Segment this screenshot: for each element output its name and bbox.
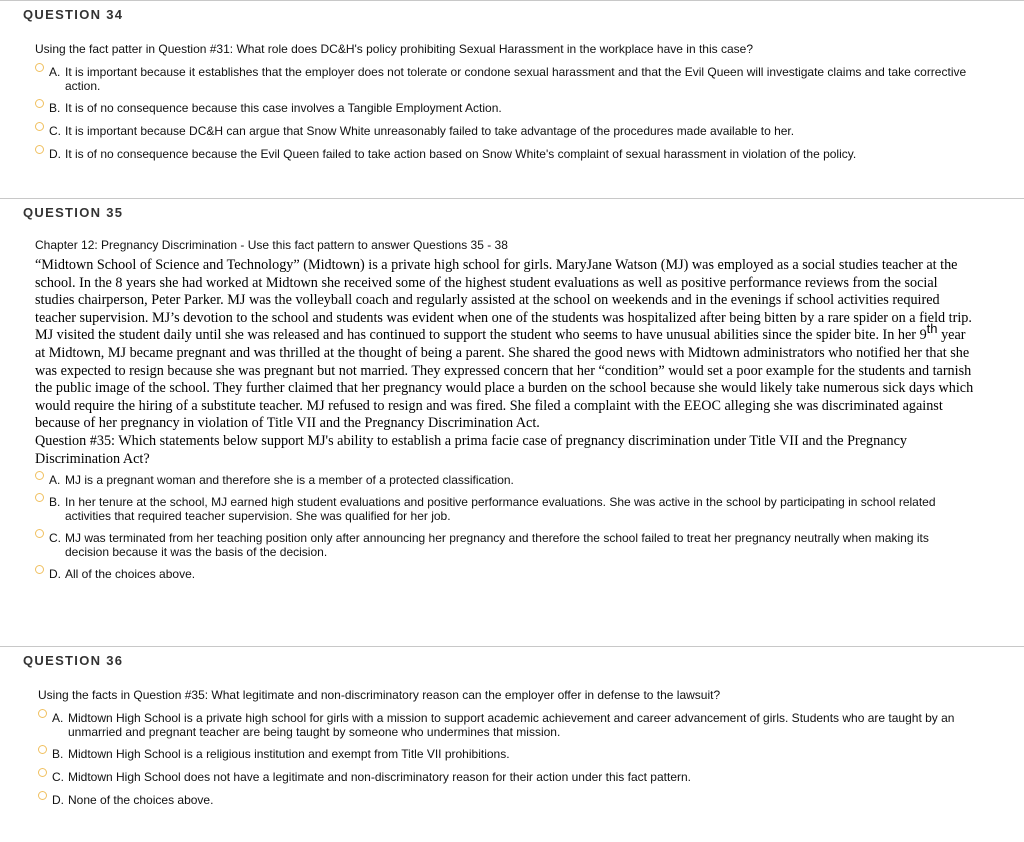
fact-pattern-text: “Midtown School of Science and Technology” (Midtown) is a private high school for girls. MaryJane Watson (MJ) was employed as a social studies teacher at the school. In the 8 years she had worked at Midtown she received some of the highest student evaluations as well as positive performance reviews from the social studies chairperson, Peter Parker. MJ was the volleyball coach and regularly assisted at the school on weekends and in the evenings if school activities required teacher supervision. MJ’s devotion to the school and students was evident when one of the students was hospitalized after being bitten by a rare spider on a field trip. MJ visited the student daily until she was released and has continued to support the student who seems to have unusual abilities since the spider bite. In her 9	[35, 257, 972, 344]
question-prompt: Using the facts in Question #35: What legitimate and non-discriminatory reason can the employer offer in defense to the lawsuit?	[38, 688, 721, 702]
question-header	[0, 199, 1024, 225]
radio-button[interactable]	[35, 565, 44, 574]
question-34	[0, 0, 1024, 198]
option-text: It is important because DC&H can argue that Snow White unreasonably failed to take advantage of the procedures made available to her.	[65, 124, 795, 138]
ordinal-suffix: th	[926, 321, 938, 337]
question-title: QUESTION 35	[23, 204, 124, 220]
question-body	[0, 673, 1024, 807]
option-text: Midtown High School does not have a legitimate and non-discriminatory reason for their action under this fact pattern.	[68, 770, 692, 784]
option-text: All of the choices above.	[65, 567, 196, 582]
answer-option-b[interactable]	[35, 495, 976, 523]
radio-button[interactable]	[38, 709, 47, 718]
option-letter: C.	[49, 531, 61, 546]
question-title: QUESTION 34	[23, 6, 124, 22]
radio-button[interactable]	[38, 791, 47, 800]
radio-button[interactable]	[35, 99, 44, 108]
option-letter: B.	[52, 747, 64, 761]
option-letter: D.	[49, 567, 61, 582]
question-intro: Chapter 12: Pregnancy Discrimination - Use this fact pattern to answer Questions 35 - 38	[35, 238, 508, 252]
option-text: Midtown High School is a religious institution and exempt from Title VII prohibitions.	[68, 747, 510, 761]
option-letter: C.	[49, 124, 61, 138]
answer-option-a[interactable]	[35, 473, 976, 487]
fact-pattern-text-continued: year at Midtown, MJ became pregnant and was thrilled at the thought of being a parent. She shared the good news with Midtown administrators who notified her that she was expected to resign because she was pregnant but not married. They expressed concern that her “condition” would set a poor example for the students and tarnish the public image of the school. They further claimed that her pregnancy would place a burden on the school because she would likely take numerous sick days which would require the hiring of a substitute teacher. MJ refused to resign and was fired. She filed a complaint with the EEOC alleging she was discriminated against because of her pregnancy in violation of Title VII and the Pregnancy Discrimination Act.	[35, 327, 974, 432]
question-header	[0, 1, 1024, 27]
option-text: MJ is a pregnant woman and therefore she is a member of a protected classification.	[65, 473, 514, 488]
radio-button[interactable]	[38, 768, 47, 777]
option-text: None of the choices above.	[68, 793, 214, 807]
answer-option-d[interactable]	[38, 793, 984, 807]
option-letter: A.	[52, 711, 64, 725]
question-title: QUESTION 36	[23, 652, 124, 668]
radio-button[interactable]	[35, 529, 44, 538]
radio-button[interactable]	[35, 63, 44, 72]
radio-button[interactable]	[38, 745, 47, 754]
question-prompt: Using the fact patter in Question #31: What role does DC&H's policy prohibiting Sexual Harassment in the workplace have in this case?	[35, 42, 753, 56]
radio-button[interactable]	[35, 122, 44, 131]
answer-option-d[interactable]	[35, 147, 984, 161]
answer-option-c[interactable]	[35, 531, 976, 559]
answer-option-c[interactable]	[38, 770, 984, 784]
answer-option-c[interactable]	[35, 124, 984, 138]
option-letter: B.	[49, 101, 61, 115]
question-text: Question #35: Which statements below support MJ's ability to establish a prima facie case of pregnancy discrimination under Title VII and the Pregnancy Discrimination Act?	[35, 432, 908, 467]
question-header	[0, 647, 1024, 673]
option-letter: D.	[52, 793, 64, 807]
option-text: In her tenure at the school, MJ earned high student evaluations and positive performance evaluations. She was active in the school by participating in school related activities that required teacher supervision. She was qualified for her job.	[65, 495, 936, 524]
question-body	[0, 27, 1024, 161]
answer-option-b[interactable]	[38, 747, 984, 761]
option-letter: D.	[49, 147, 61, 161]
answer-option-d[interactable]	[35, 567, 976, 581]
option-letter: C.	[52, 770, 64, 784]
option-letter: A.	[49, 473, 61, 488]
radio-button[interactable]	[35, 145, 44, 154]
option-text: It is of no consequence because this case involves a Tangible Employment Action.	[65, 101, 502, 115]
question-36	[0, 646, 1024, 842]
option-letter: A.	[49, 65, 61, 79]
option-text: It is important because it establishes that the employer does not tolerate or condone sexual harassment and that the Evil Queen will investigate claims and take corrective action.	[65, 65, 967, 93]
question-body	[0, 225, 1024, 581]
option-text: MJ was terminated from her teaching position only after announcing her pregnancy and therefore the school failed to treat her pregnancy neutrally when making its decision because it was the basis of the decision.	[65, 531, 929, 560]
answer-option-b[interactable]	[35, 101, 984, 115]
fact-pattern	[35, 257, 976, 433]
radio-button[interactable]	[35, 471, 44, 480]
option-text: Midtown High School is a private high school for girls with a mission to support academic achievement and career advancement of girls. Students who are taught by an unmarried and pregnant teacher are being taught by someone who undermines that mission.	[68, 711, 955, 739]
answer-option-a[interactable]	[38, 711, 984, 739]
option-text: It is of no consequence because the Evil Queen failed to take action based on Snow White's complaint of sexual harassment in violation of the policy.	[65, 147, 857, 161]
answer-option-a[interactable]	[35, 65, 984, 93]
radio-button[interactable]	[35, 493, 44, 502]
question-35	[0, 198, 1024, 646]
option-letter: B.	[49, 495, 61, 510]
